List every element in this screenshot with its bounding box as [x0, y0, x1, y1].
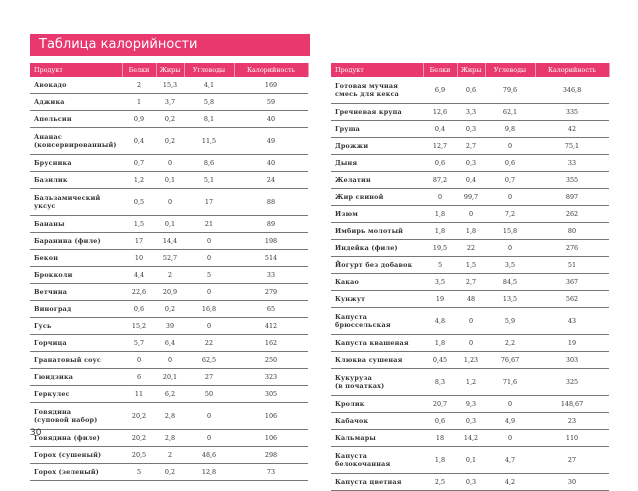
- cell-product: Горчица: [30, 335, 122, 352]
- cell-product: Дыня: [331, 155, 423, 172]
- cell-calories: 30: [535, 474, 609, 491]
- calorie-table-left: [30, 63, 309, 481]
- cell-protein: 2: [122, 77, 156, 94]
- header-protein: Белки: [122, 63, 156, 77]
- cell-product: Клюква сушеная: [331, 352, 423, 369]
- cell-carbs: 7,2: [485, 206, 535, 223]
- table-row: [331, 430, 609, 447]
- table-row: [331, 291, 609, 308]
- cell-fat: 0: [156, 155, 184, 172]
- cell-fat: 6,4: [156, 335, 184, 352]
- cell-calories: 323: [234, 369, 308, 386]
- table-row: [331, 223, 609, 240]
- table-row: [331, 413, 609, 430]
- cell-protein: 17: [122, 233, 156, 250]
- cell-fat: 0,6: [457, 77, 485, 104]
- cell-fat: 3,7: [156, 94, 184, 111]
- table-header-row: [30, 63, 308, 77]
- table-row: [30, 233, 308, 250]
- cell-product: Бананы: [30, 216, 122, 233]
- cell-fat: 14,2: [457, 430, 485, 447]
- cell-calories: 198: [234, 233, 308, 250]
- header-carbs: Углеводы: [184, 63, 234, 77]
- cell-product: Ветчина: [30, 284, 122, 301]
- cell-carbs: 5,9: [485, 308, 535, 335]
- header-calories: Калорийность: [535, 63, 609, 77]
- table-row: [331, 369, 609, 396]
- cell-protein: 1,5: [122, 216, 156, 233]
- cell-calories: 514: [234, 250, 308, 267]
- cell-product: Груша: [331, 121, 423, 138]
- cell-fat: 52,7: [156, 250, 184, 267]
- cell-protein: 20,2: [122, 430, 156, 447]
- cell-product: Готовая мучная смесь для кекса: [331, 77, 423, 104]
- cell-product: Какао: [331, 274, 423, 291]
- cell-product: Апельсин: [30, 111, 122, 128]
- cell-calories: 346,8: [535, 77, 609, 104]
- table-row: [331, 189, 609, 206]
- header-calories: Калорийность: [234, 63, 308, 77]
- table-row: [30, 172, 308, 189]
- cell-protein: 1,8: [423, 206, 457, 223]
- cell-carbs: 27: [184, 369, 234, 386]
- cell-calories: 75,1: [535, 138, 609, 155]
- cell-fat: 2,7: [457, 274, 485, 291]
- cell-carbs: 16,8: [184, 301, 234, 318]
- cell-carbs: 22: [184, 335, 234, 352]
- table-row: [331, 172, 609, 189]
- cell-product: Аджика: [30, 94, 122, 111]
- table-row: [30, 250, 308, 267]
- table-row: [30, 111, 308, 128]
- cell-product: Дрожжи: [331, 138, 423, 155]
- cell-calories: 33: [234, 267, 308, 284]
- table-row: [331, 240, 609, 257]
- cell-calories: 65: [234, 301, 308, 318]
- cell-calories: 42: [535, 121, 609, 138]
- cell-product: Геркулес: [30, 386, 122, 403]
- cell-calories: 40: [234, 111, 308, 128]
- cell-product: Индейка (филе): [331, 240, 423, 257]
- table-row: [30, 216, 308, 233]
- cell-fat: 0,2: [156, 128, 184, 155]
- cell-carbs: 3,5: [485, 257, 535, 274]
- cell-product: Кальмары: [331, 430, 423, 447]
- cell-fat: 3,3: [457, 104, 485, 121]
- cell-calories: 19: [535, 335, 609, 352]
- cell-fat: 0,2: [156, 111, 184, 128]
- cell-fat: 9,3: [457, 396, 485, 413]
- cell-protein: 19,5: [423, 240, 457, 257]
- cell-carbs: 0: [184, 403, 234, 430]
- table-row: [30, 386, 308, 403]
- cell-carbs: 15,8: [485, 223, 535, 240]
- cell-fat: 6,2: [156, 386, 184, 403]
- cell-calories: 88: [234, 189, 308, 216]
- cell-protein: 0: [423, 189, 457, 206]
- cell-calories: 27: [535, 447, 609, 474]
- cell-protein: 5,7: [122, 335, 156, 352]
- cell-fat: 20,1: [156, 369, 184, 386]
- cell-product: Капуста квашеная: [331, 335, 423, 352]
- table-header-row: [331, 63, 609, 77]
- cell-calories: 73: [234, 464, 308, 481]
- cell-calories: 89: [234, 216, 308, 233]
- cell-carbs: 62,5: [184, 352, 234, 369]
- cell-protein: 0,4: [423, 121, 457, 138]
- cell-protein: 0,6: [423, 155, 457, 172]
- cell-product: Капуста цветная: [331, 474, 423, 491]
- cell-product: Кабачок: [331, 413, 423, 430]
- table-row: [331, 352, 609, 369]
- cell-carbs: 21: [184, 216, 234, 233]
- table-row: [30, 447, 308, 464]
- table-row: [331, 77, 609, 104]
- table-row: [30, 403, 308, 430]
- cell-calories: 412: [234, 318, 308, 335]
- cell-fat: 2,8: [156, 403, 184, 430]
- table-row: [331, 257, 609, 274]
- cell-product: Базилик: [30, 172, 122, 189]
- table-row: [30, 267, 308, 284]
- cell-protein: 0,5: [122, 189, 156, 216]
- cell-calories: 335: [535, 104, 609, 121]
- table-row: [30, 94, 308, 111]
- cell-protein: 1,2: [122, 172, 156, 189]
- cell-carbs: 76,67: [485, 352, 535, 369]
- table-row: [30, 128, 308, 155]
- cell-fat: 48: [457, 291, 485, 308]
- cell-carbs: 48,6: [184, 447, 234, 464]
- cell-protein: 20,7: [423, 396, 457, 413]
- cell-protein: 6,9: [423, 77, 457, 104]
- cell-protein: 3,5: [423, 274, 457, 291]
- cell-product: Ананас (консервированный): [30, 128, 122, 155]
- cell-protein: 8,3: [423, 369, 457, 396]
- header-product: Продукт: [331, 63, 423, 77]
- cell-carbs: 5,8: [184, 94, 234, 111]
- cell-fat: 0,3: [457, 155, 485, 172]
- cell-fat: 0,3: [457, 474, 485, 491]
- header-product: Продукт: [30, 63, 122, 77]
- cell-product: Горох (зеленый): [30, 464, 122, 481]
- cell-carbs: 0: [184, 430, 234, 447]
- table-row: [331, 274, 609, 291]
- cell-fat: 0,1: [156, 216, 184, 233]
- table-row: [331, 121, 609, 138]
- cell-product: Кролик: [331, 396, 423, 413]
- cell-fat: 99,7: [457, 189, 485, 206]
- cell-product: Гранатовый соус: [30, 352, 122, 369]
- cell-protein: 19: [423, 291, 457, 308]
- cell-product: Бекон: [30, 250, 122, 267]
- cell-calories: 49: [234, 128, 308, 155]
- cell-product: Горох (сушеный): [30, 447, 122, 464]
- cell-calories: 279: [234, 284, 308, 301]
- cell-calories: 276: [535, 240, 609, 257]
- cell-product: Капуста брюссельская: [331, 308, 423, 335]
- cell-protein: 0,45: [423, 352, 457, 369]
- cell-carbs: 11,5: [184, 128, 234, 155]
- cell-fat: 0,2: [156, 464, 184, 481]
- cell-fat: 2: [156, 447, 184, 464]
- cell-product: Брокколи: [30, 267, 122, 284]
- cell-protein: 4,8: [423, 308, 457, 335]
- cell-fat: 2,7: [457, 138, 485, 155]
- cell-fat: 0,3: [457, 121, 485, 138]
- cell-calories: 33: [535, 155, 609, 172]
- cell-protein: 0,4: [122, 128, 156, 155]
- calorie-table-right: [331, 63, 610, 491]
- header-fat: Жиры: [156, 63, 184, 77]
- cell-carbs: 0: [184, 284, 234, 301]
- cell-calories: 24: [234, 172, 308, 189]
- cell-fat: 22: [457, 240, 485, 257]
- cell-carbs: 0: [184, 233, 234, 250]
- cell-fat: 2: [156, 267, 184, 284]
- cell-protein: 0,6: [122, 301, 156, 318]
- cell-carbs: 8,6: [184, 155, 234, 172]
- cell-carbs: 2,2: [485, 335, 535, 352]
- table-row: [30, 352, 308, 369]
- cell-fat: 0,2: [156, 301, 184, 318]
- cell-fat: 0,4: [457, 172, 485, 189]
- cell-carbs: 0: [485, 138, 535, 155]
- cell-protein: 20,5: [122, 447, 156, 464]
- cell-protein: 20,2: [122, 403, 156, 430]
- cell-calories: 40: [234, 155, 308, 172]
- cell-carbs: 17: [184, 189, 234, 216]
- cell-calories: 355: [535, 172, 609, 189]
- cell-product: Бальзамический уксус: [30, 189, 122, 216]
- cell-calories: 59: [234, 94, 308, 111]
- cell-fat: 15,3: [156, 77, 184, 94]
- cell-carbs: 4,1: [184, 77, 234, 94]
- table-row: [30, 301, 308, 318]
- cell-calories: 262: [535, 206, 609, 223]
- cell-carbs: 0: [184, 250, 234, 267]
- cell-fat: 20,9: [156, 284, 184, 301]
- cell-carbs: 0,7: [485, 172, 535, 189]
- table-row: [331, 396, 609, 413]
- cell-fat: 14,4: [156, 233, 184, 250]
- cell-protein: 1,8: [423, 335, 457, 352]
- cell-protein: 12,6: [423, 104, 457, 121]
- cell-product: Брусника: [30, 155, 122, 172]
- cell-carbs: 8,1: [184, 111, 234, 128]
- cell-product: Авокадо: [30, 77, 122, 94]
- cell-protein: 12,7: [423, 138, 457, 155]
- cell-product: Баранина (филе): [30, 233, 122, 250]
- table-row: [331, 206, 609, 223]
- cell-carbs: 5: [184, 267, 234, 284]
- cell-protein: 22,6: [122, 284, 156, 301]
- cell-product: Изюм: [331, 206, 423, 223]
- cell-protein: 1: [122, 94, 156, 111]
- cell-product: Гречневая крупа: [331, 104, 423, 121]
- cell-fat: 1,5: [457, 257, 485, 274]
- cell-fat: 1,23: [457, 352, 485, 369]
- table-row: [30, 335, 308, 352]
- cell-calories: 897: [535, 189, 609, 206]
- cell-carbs: 62,1: [485, 104, 535, 121]
- cell-calories: 110: [535, 430, 609, 447]
- cell-protein: 5: [122, 464, 156, 481]
- cell-calories: 250: [234, 352, 308, 369]
- cell-protein: 1,8: [423, 223, 457, 240]
- table-row: [30, 430, 308, 447]
- cell-protein: 0,7: [122, 155, 156, 172]
- table-row: [331, 138, 609, 155]
- table-row: [30, 369, 308, 386]
- cell-fat: 0: [457, 206, 485, 223]
- cell-carbs: 4,7: [485, 447, 535, 474]
- cell-calories: 23: [535, 413, 609, 430]
- cell-calories: 325: [535, 369, 609, 396]
- cell-protein: 15,2: [122, 318, 156, 335]
- cell-product: Имбирь молотый: [331, 223, 423, 240]
- cell-fat: 0: [156, 352, 184, 369]
- cell-calories: 305: [234, 386, 308, 403]
- page-number: 30: [30, 428, 42, 438]
- table-row: [331, 474, 609, 491]
- cell-protein: 18: [423, 430, 457, 447]
- header-fat: Жиры: [457, 63, 485, 77]
- cell-protein: 11: [122, 386, 156, 403]
- cell-fat: 0,1: [156, 172, 184, 189]
- cell-product: Желатин: [331, 172, 423, 189]
- cell-protein: 0: [122, 352, 156, 369]
- cell-carbs: 84,5: [485, 274, 535, 291]
- cell-carbs: 4,2: [485, 474, 535, 491]
- cell-protein: 0,6: [423, 413, 457, 430]
- header-protein: Белки: [423, 63, 457, 77]
- cell-fat: 2,8: [156, 430, 184, 447]
- cell-calories: 298: [234, 447, 308, 464]
- cell-calories: 43: [535, 308, 609, 335]
- table-row: [331, 308, 609, 335]
- cell-calories: 80: [535, 223, 609, 240]
- cell-carbs: 0: [485, 240, 535, 257]
- cell-carbs: 4,9: [485, 413, 535, 430]
- cell-fat: 0: [457, 308, 485, 335]
- table-row: [30, 464, 308, 481]
- cell-protein: 4,4: [122, 267, 156, 284]
- cell-product: Кунжут: [331, 291, 423, 308]
- cell-calories: 106: [234, 430, 308, 447]
- cell-product: Жир свиной: [331, 189, 423, 206]
- cell-calories: 51: [535, 257, 609, 274]
- cell-carbs: 12,8: [184, 464, 234, 481]
- cell-product: Виноград: [30, 301, 122, 318]
- cell-fat: 0: [156, 189, 184, 216]
- cell-protein: 0,9: [122, 111, 156, 128]
- table-row: [30, 189, 308, 216]
- cell-fat: 0,3: [457, 413, 485, 430]
- cell-carbs: 0: [184, 318, 234, 335]
- cell-product: Говядина (филе): [30, 430, 122, 447]
- cell-product: Капуста белокочанная: [331, 447, 423, 474]
- cell-fat: 1,8: [457, 223, 485, 240]
- cell-product: Говядина (суповой набор): [30, 403, 122, 430]
- cell-product: Гусь: [30, 318, 122, 335]
- table-row: [30, 155, 308, 172]
- page-title: Таблица калорийности: [30, 34, 310, 56]
- cell-carbs: 79,6: [485, 77, 535, 104]
- header-carbs: Углеводы: [485, 63, 535, 77]
- cell-calories: 106: [234, 403, 308, 430]
- table-row: [30, 318, 308, 335]
- cell-fat: 39: [156, 318, 184, 335]
- cell-carbs: 13,5: [485, 291, 535, 308]
- table-row: [331, 104, 609, 121]
- table-row: [30, 284, 308, 301]
- cell-protein: 10: [122, 250, 156, 267]
- cell-protein: 2,5: [423, 474, 457, 491]
- cell-product: Йогурт без добавок: [331, 257, 423, 274]
- cell-protein: 6: [122, 369, 156, 386]
- cell-carbs: 0,6: [485, 155, 535, 172]
- cell-carbs: 50: [184, 386, 234, 403]
- cell-carbs: 9,8: [485, 121, 535, 138]
- cell-carbs: 71,6: [485, 369, 535, 396]
- cell-calories: 367: [535, 274, 609, 291]
- cell-carbs: 5,1: [184, 172, 234, 189]
- cell-product: Кукуруза (в початках): [331, 369, 423, 396]
- cell-protein: 5: [423, 257, 457, 274]
- cell-calories: 562: [535, 291, 609, 308]
- cell-carbs: 0: [485, 189, 535, 206]
- cell-protein: 87,2: [423, 172, 457, 189]
- cell-protein: 1,8: [423, 447, 457, 474]
- cell-calories: 162: [234, 335, 308, 352]
- cell-calories: 148,67: [535, 396, 609, 413]
- table-row: [331, 335, 609, 352]
- cell-calories: 169: [234, 77, 308, 94]
- table-row: [331, 155, 609, 172]
- table-row: [30, 77, 308, 94]
- cell-carbs: 0: [485, 430, 535, 447]
- cell-calories: 303: [535, 352, 609, 369]
- cell-carbs: 0: [485, 396, 535, 413]
- cell-product: Гюидзика: [30, 369, 122, 386]
- cell-fat: 1,2: [457, 369, 485, 396]
- cell-fat: 0,1: [457, 447, 485, 474]
- cell-fat: 0: [457, 335, 485, 352]
